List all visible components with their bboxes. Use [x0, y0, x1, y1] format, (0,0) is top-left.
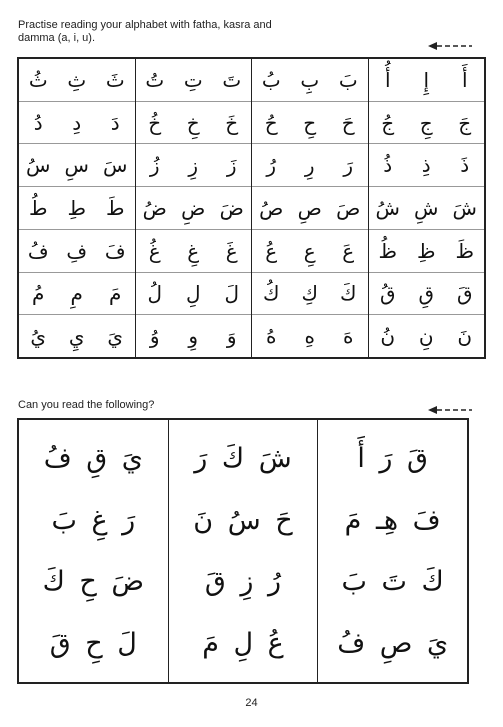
letter-glyph: لِ [185, 281, 201, 306]
letter-glyph: إِ [423, 67, 430, 92]
letter-glyph: ثُ [28, 67, 48, 92]
arabic-word: لَ حِ قَ [49, 627, 137, 659]
letter-glyph: خِ [186, 110, 200, 135]
letter-row [136, 101, 252, 144]
letter-glyph: مِ [70, 281, 83, 306]
letter-glyph: تَ [222, 67, 242, 92]
letter-glyph: جَ [458, 110, 472, 135]
letter-glyph: كِ [301, 281, 318, 306]
letter-glyph: طَ [106, 196, 125, 221]
letter-glyph: ظُ [378, 238, 397, 263]
letter-glyph: مَ [109, 281, 122, 306]
letter-glyph: جُ [381, 110, 395, 135]
arabic-word: قَ رَ أَ [357, 443, 428, 475]
letter-glyph: زِ [188, 153, 199, 178]
letter-glyph: صِ [297, 196, 322, 221]
letter-glyph: ذِ [421, 153, 431, 178]
letter-glyph: ثَ [105, 67, 125, 92]
letter-glyph: شِ [414, 196, 439, 221]
letter-glyph: عَ [342, 238, 355, 263]
arabic-word: شَ كَ رَ [194, 443, 292, 475]
letter-glyph: بَ [338, 67, 358, 92]
letter-glyph: فُ [27, 238, 49, 263]
word-column [168, 420, 318, 682]
letter-row [136, 272, 252, 315]
letter-glyph: شَ [452, 196, 477, 221]
left-arrow-icon [428, 405, 472, 415]
arabic-word: كَ تَ بَ [341, 566, 444, 598]
letter-glyph: خَ [225, 110, 239, 135]
letter-glyph: خُ [148, 110, 162, 135]
letter-row [19, 143, 135, 186]
letter-glyph: طِ [67, 196, 86, 221]
arabic-word: رُ زِ قَ [204, 566, 282, 598]
letter-glyph: حُ [264, 110, 278, 135]
letter-glyph: دُ [33, 110, 43, 135]
letter-glyph: بِ [300, 67, 320, 92]
letter-glyph: قِ [418, 281, 435, 306]
letter-glyph: تِ [183, 67, 203, 92]
letter-glyph: أَ [461, 67, 468, 92]
letter-glyph: شُ [375, 196, 400, 221]
letter-glyph: نِ [418, 324, 434, 349]
letter-glyph: حَ [341, 110, 355, 135]
letter-glyph: عِ [303, 238, 316, 263]
letter-glyph: ضِ [181, 196, 206, 221]
letter-glyph: غَ [225, 238, 238, 263]
letter-glyph: هَ [343, 324, 354, 349]
letter-row [136, 314, 252, 357]
arabic-word: حَ سُ نَ [193, 504, 293, 536]
letter-row [252, 272, 368, 315]
letter-glyph: دَ [110, 110, 120, 135]
instruction-reading: Can you read the following? [18, 399, 155, 411]
letter-row [252, 229, 368, 272]
letter-glyph: ضَ [219, 196, 244, 221]
letter-glyph: زُ [149, 153, 160, 178]
letter-glyph: فِ [66, 238, 88, 263]
arabic-word: عُ لِ مَ [202, 627, 284, 659]
letter-row [369, 314, 485, 357]
letter-row [369, 59, 485, 101]
letter-glyph: ذُ [383, 153, 393, 178]
letter-group [135, 59, 252, 357]
letter-glyph: غُ [148, 238, 161, 263]
letter-glyph: وَ [226, 324, 237, 349]
letter-glyph: حِ [303, 110, 317, 135]
letter-row [369, 229, 485, 272]
arabic-word: فَ هِـ مَ [344, 504, 441, 536]
letter-row [19, 59, 135, 101]
letter-glyph: ضُ [142, 196, 167, 221]
letter-row [252, 59, 368, 101]
letter-row [369, 101, 485, 144]
letter-glyph: قُ [379, 281, 396, 306]
letter-row [136, 59, 252, 101]
letter-glyph: رَ [343, 153, 354, 178]
page-number: 24 [245, 697, 258, 709]
left-arrow-icon [428, 41, 472, 51]
letter-glyph: رِ [304, 153, 315, 178]
letter-glyph: كُ [263, 281, 280, 306]
letter-glyph: سَ [103, 153, 128, 178]
letter-glyph: صُ [259, 196, 284, 221]
letter-glyph: جِ [419, 110, 433, 135]
letter-glyph: سِ [64, 153, 89, 178]
letter-glyph: طُ [29, 196, 48, 221]
letter-glyph: تُ [145, 67, 165, 92]
letter-row [252, 186, 368, 229]
letter-glyph: نُ [380, 324, 396, 349]
letter-row [136, 143, 252, 186]
letter-group [251, 59, 368, 357]
letter-glyph: وِ [188, 324, 199, 349]
instruction-alphabet: Practise reading your alphabet with fatha, kasra and damma (a, i, u). [18, 19, 272, 44]
arabic-word: ضَ حِ كَ [42, 566, 145, 598]
word-column [317, 420, 467, 682]
letter-glyph: دِ [72, 110, 82, 135]
letter-glyph: وُ [149, 324, 160, 349]
letter-glyph: ذَ [460, 153, 470, 178]
letter-row [136, 229, 252, 272]
letter-glyph: هِ [304, 324, 315, 349]
letter-row [19, 101, 135, 144]
letter-row [369, 143, 485, 186]
letter-glyph: زَ [226, 153, 237, 178]
letter-glyph: صَ [336, 196, 361, 221]
letter-row [369, 186, 485, 229]
letter-row [252, 143, 368, 186]
letter-glyph: لُ [147, 281, 163, 306]
letter-glyph: بُ [261, 67, 281, 92]
letter-glyph: ثِ [67, 67, 87, 92]
letter-row [19, 229, 135, 272]
letter-row [369, 272, 485, 315]
letter-glyph: يُ [30, 324, 47, 349]
letter-row [252, 314, 368, 357]
letter-row [252, 101, 368, 144]
letter-glyph: رُ [266, 153, 277, 178]
reading-table [17, 418, 469, 684]
arabic-word: يَ صِ فُ [337, 627, 449, 659]
letter-group [368, 59, 485, 357]
alphabet-table [17, 57, 486, 359]
letter-glyph: هُ [266, 324, 277, 349]
letter-glyph: مُ [32, 281, 45, 306]
letter-group [19, 59, 135, 357]
letter-row [19, 314, 135, 357]
letter-glyph: يَ [107, 324, 124, 349]
letter-glyph: عُ [265, 238, 278, 263]
arabic-word: رَ غِ بَ [51, 504, 136, 536]
letter-glyph: لَ [224, 281, 240, 306]
letter-row [19, 272, 135, 315]
arabic-word: يَ قِ فُ [43, 443, 143, 475]
letter-glyph: فَ [104, 238, 126, 263]
letter-glyph: يِ [68, 324, 85, 349]
letter-glyph: سُ [26, 153, 51, 178]
letter-row [19, 186, 135, 229]
letter-glyph: ظِ [417, 238, 436, 263]
letter-row [136, 186, 252, 229]
letter-glyph: ظَ [455, 238, 474, 263]
word-column [19, 420, 168, 682]
letter-glyph: غِ [187, 238, 200, 263]
letter-glyph: أُ [384, 67, 391, 92]
letter-glyph: كَ [340, 281, 357, 306]
letter-glyph: نَ [457, 324, 473, 349]
letter-glyph: قَ [456, 281, 473, 306]
